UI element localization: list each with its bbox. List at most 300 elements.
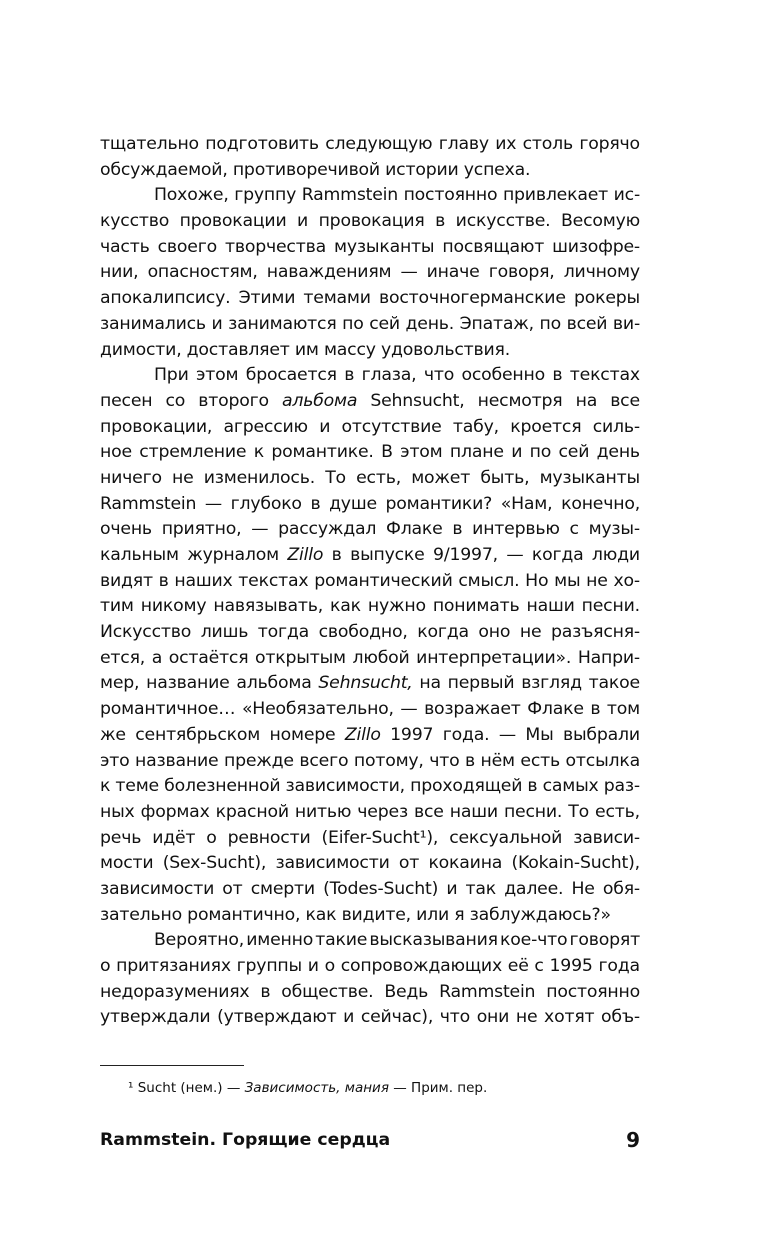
text-line — [100, 851, 640, 877]
word: болезненной — [164, 776, 281, 797]
word: творчества — [225, 236, 326, 257]
text-line — [100, 903, 640, 929]
text-line — [100, 132, 640, 158]
footnote-meaning: Зависимость, мания — [244, 1080, 389, 1096]
word: утверждали — [100, 1007, 211, 1028]
word: мер, — [100, 673, 140, 694]
word: альбома — [281, 390, 358, 411]
word: самых — [542, 776, 599, 797]
text-line — [100, 466, 640, 492]
word: о — [324, 956, 335, 976]
text-line — [100, 877, 640, 903]
word: прежде — [223, 750, 294, 771]
word: несмотря — [477, 390, 563, 411]
word: личному — [563, 262, 640, 283]
word: далее. — [504, 878, 564, 899]
word: романтический — [314, 570, 453, 591]
word: апокалипсису. — [100, 288, 231, 309]
word: потому, — [353, 750, 424, 771]
word: глаза, — [361, 365, 417, 386]
word: То — [325, 467, 346, 488]
word: зависимости — [100, 878, 215, 899]
word: глубоко — [230, 493, 302, 514]
word: и — [511, 442, 523, 463]
word: от — [398, 853, 420, 874]
word: постоянно — [403, 185, 498, 206]
word: всего — [299, 750, 349, 771]
word: а — [151, 647, 163, 668]
word: Rammstein — [439, 981, 536, 1002]
word: любой — [352, 647, 410, 668]
word: текстах — [238, 570, 309, 591]
word: главу — [438, 134, 489, 154]
text-line — [100, 517, 640, 543]
word: к — [100, 776, 111, 797]
footnote — [128, 1080, 487, 1096]
word: когда — [417, 622, 469, 643]
word: номере — [269, 724, 336, 745]
word: обя- — [602, 878, 640, 899]
text-line — [100, 1005, 640, 1031]
text-line — [100, 826, 640, 852]
text-line — [100, 415, 640, 441]
word: хо- — [613, 570, 640, 591]
text-line — [100, 492, 640, 518]
word: к — [253, 442, 264, 463]
word: подготовить — [205, 134, 319, 154]
text-line — [100, 158, 640, 184]
word: (Kokain-Sucht), — [511, 853, 640, 874]
word: и — [297, 211, 309, 232]
text-line — [100, 646, 640, 672]
word: темами — [303, 288, 371, 309]
word: видите, — [341, 904, 411, 925]
word: отсылка — [565, 750, 640, 771]
word: 1995 — [549, 956, 593, 976]
word: нии, — [100, 262, 139, 283]
word: им — [294, 339, 319, 360]
word: удовольствия. — [380, 339, 510, 360]
word: стремление — [139, 442, 247, 463]
word: провокации — [179, 211, 287, 232]
word: с — [569, 519, 579, 540]
text-line — [100, 594, 640, 620]
word: сентябрьском — [135, 724, 261, 745]
word: название — [146, 673, 230, 694]
text-line — [100, 183, 640, 209]
word: — — [204, 493, 222, 514]
word: или — [416, 904, 450, 925]
text-line — [100, 620, 640, 646]
text-line — [100, 209, 640, 235]
text-line — [100, 363, 640, 389]
text-line — [100, 286, 640, 312]
footnote-separator — [100, 1065, 244, 1066]
word: наши — [449, 801, 498, 822]
word: Rammstein — [100, 493, 197, 514]
word: шизофре- — [552, 236, 640, 257]
word: что — [423, 365, 455, 386]
body-text — [100, 132, 640, 1031]
word: журналом — [187, 545, 279, 565]
word: Sehnsucht, — [318, 673, 413, 694]
word: день — [596, 442, 640, 463]
word: зательно — [100, 904, 182, 925]
word: романтики? — [385, 493, 493, 514]
word: — — [400, 699, 418, 720]
word: говорят — [569, 930, 640, 951]
word: красной — [215, 801, 289, 822]
word: в — [452, 519, 463, 540]
word: горячо — [579, 134, 640, 154]
word: и — [446, 878, 458, 899]
word: именно — [246, 930, 314, 951]
word: 1997 — [390, 724, 434, 745]
word: музыканты — [539, 467, 640, 488]
word: сей — [558, 442, 590, 463]
word: день. — [405, 313, 455, 334]
word: тим — [100, 596, 134, 617]
word: высказывания — [369, 930, 498, 951]
word: истории — [385, 159, 459, 180]
word: свободно, — [318, 622, 408, 643]
word: — — [506, 545, 524, 565]
text-line — [100, 235, 640, 261]
word: текстах — [569, 365, 640, 386]
word: провокации, — [100, 416, 213, 437]
word: Rammstein — [301, 185, 398, 206]
word: музыканты — [334, 236, 435, 257]
word: интерпретации». — [416, 647, 572, 668]
word: отсутствие — [341, 416, 442, 437]
word: не — [519, 622, 542, 643]
word: в — [590, 699, 601, 720]
word: этом — [196, 365, 239, 386]
word: постоянно — [546, 981, 640, 1002]
word: разъясня- — [550, 622, 640, 643]
word: табу, — [452, 416, 499, 437]
word: песни. — [503, 801, 563, 822]
word: не — [515, 1007, 538, 1028]
text-line — [100, 260, 640, 286]
word: Этими — [238, 288, 296, 309]
word: быть, — [480, 467, 530, 488]
word: смысл. — [458, 570, 520, 591]
word: заблуждаюсь?» — [469, 904, 611, 925]
word: и — [319, 416, 331, 437]
word: часть — [100, 236, 150, 257]
word: (Sex-Sucht), — [162, 853, 267, 874]
word: ревности — [227, 827, 311, 848]
word: «Нам, — [500, 493, 553, 514]
word: массу — [323, 339, 376, 360]
word: все — [610, 390, 640, 411]
word: особенно — [461, 365, 545, 386]
word: — — [251, 519, 269, 540]
word: объ- — [601, 1007, 640, 1028]
word: это — [100, 750, 130, 771]
word: (Eifer-Sucht¹), — [321, 827, 439, 848]
word: плане — [449, 442, 504, 463]
word: провокация — [318, 211, 425, 232]
footnote-marker: ¹ — [128, 1080, 134, 1096]
word: в — [331, 545, 342, 565]
word: посвящают — [442, 236, 545, 257]
word: искусстве. — [455, 211, 551, 232]
text-line — [100, 671, 640, 697]
word: есть, — [356, 467, 402, 488]
word: хотят — [544, 1007, 595, 1028]
word: на — [419, 673, 441, 694]
word: сексуальной — [449, 827, 563, 848]
text-line — [100, 774, 640, 800]
page-number: 9 — [626, 1128, 640, 1152]
footnote-note: — Прим. пер. — [393, 1080, 488, 1096]
word: конечно, — [561, 493, 640, 514]
word: альбома — [236, 673, 312, 694]
word: Весомую — [560, 211, 640, 232]
word: Sehnsucht, — [370, 390, 465, 411]
word: её — [507, 956, 529, 976]
text-line — [100, 338, 640, 364]
word: что — [439, 1007, 471, 1028]
word: наши — [526, 596, 575, 617]
word: ви- — [612, 313, 640, 334]
word: этом — [400, 442, 443, 463]
word: со — [165, 390, 186, 411]
word: остаётся — [168, 647, 249, 668]
text-line — [100, 312, 640, 338]
word: противоречивой — [232, 159, 380, 180]
word: сей — [369, 313, 400, 334]
word: занимаются — [228, 313, 337, 334]
word: кусство — [100, 211, 170, 232]
word: кое-что — [500, 930, 568, 951]
word: привлекает — [502, 185, 609, 206]
word: группы — [236, 956, 302, 976]
word: группу — [234, 185, 297, 206]
word: по — [539, 313, 562, 334]
word: в — [158, 570, 169, 591]
word: обществе. — [281, 981, 374, 1002]
word: Напри- — [577, 647, 640, 668]
word: следующую — [325, 134, 433, 154]
word: их — [495, 134, 517, 154]
word: я — [454, 904, 465, 925]
word: столь — [522, 134, 573, 154]
word: том — [606, 699, 640, 720]
word: нитью — [294, 801, 352, 822]
word: по — [529, 442, 552, 463]
word: же — [100, 724, 126, 745]
word: в — [465, 750, 476, 771]
word: когда — [531, 545, 584, 565]
word: В — [381, 442, 393, 463]
word: ных — [100, 801, 135, 822]
word: зависи- — [573, 827, 640, 848]
word: романтичное… — [100, 699, 236, 720]
word: никому — [140, 596, 207, 617]
word: нужно — [367, 596, 426, 617]
word: занимались — [100, 313, 206, 334]
text-line — [100, 569, 640, 595]
word: первый — [447, 673, 515, 694]
word: как — [329, 596, 361, 617]
word: романтично, — [187, 904, 301, 925]
word: в — [260, 981, 271, 1002]
word: При — [154, 365, 189, 386]
word: Мы — [525, 724, 554, 745]
word: Но — [525, 570, 549, 591]
word: такое — [588, 673, 640, 694]
word: в — [527, 776, 538, 797]
word: приятно, — [161, 519, 242, 540]
word: интервью — [472, 519, 560, 540]
word: через — [357, 801, 408, 822]
word: в — [552, 365, 563, 386]
word: формах — [140, 801, 210, 822]
word: навязывать, — [213, 596, 323, 617]
word: Zillo — [287, 545, 324, 565]
word: сейчас), — [360, 1007, 434, 1028]
footnote-term: Sucht (нем.) — — [137, 1080, 241, 1096]
word: на — [575, 390, 598, 411]
word: ется, — [100, 647, 146, 668]
word: второго — [198, 390, 269, 411]
text-line — [100, 954, 640, 980]
word: своего — [157, 236, 217, 257]
word: взгляд — [521, 673, 582, 694]
word: в — [344, 365, 355, 386]
word: романтике. — [271, 442, 374, 463]
text-line — [100, 928, 640, 954]
word: не — [172, 467, 194, 488]
word: кокаина — [428, 853, 503, 874]
word: наваждениям — [266, 262, 392, 283]
word: выбрали — [562, 724, 640, 745]
word: года — [598, 956, 640, 976]
word: и — [307, 956, 319, 976]
word: о — [206, 827, 217, 848]
word: нём — [480, 750, 515, 771]
text-line — [100, 800, 640, 826]
word: мы — [554, 570, 581, 591]
word: кальным — [100, 545, 179, 565]
word: теме — [115, 776, 159, 797]
word: все — [413, 801, 444, 822]
word: иначе — [426, 262, 480, 283]
word: Zillo — [344, 724, 381, 745]
word: в — [310, 493, 321, 514]
word: понимать — [432, 596, 520, 617]
word: говоря, — [488, 262, 555, 283]
word: Флаке — [527, 699, 584, 720]
word: как — [305, 904, 337, 925]
word: успеха. — [463, 159, 531, 180]
word: тщательно — [100, 134, 199, 154]
word: песен — [100, 390, 153, 411]
word: смерти — [250, 878, 315, 899]
word: года. — [442, 724, 490, 745]
word: есть — [520, 750, 561, 771]
word: «Необязательно, — [241, 699, 394, 720]
word: песни. — [581, 596, 640, 617]
text-line — [100, 980, 640, 1006]
word: Эпатаж, — [459, 313, 534, 334]
word: проходящей — [410, 776, 523, 797]
word: сопровождающих — [340, 956, 502, 976]
word: зависимости, — [285, 776, 405, 797]
word: и — [211, 313, 223, 334]
word: о — [100, 956, 111, 976]
word: опасностям, — [147, 262, 258, 283]
word: всей — [566, 313, 608, 334]
word: что — [429, 750, 460, 771]
text-line — [100, 543, 640, 569]
word: — — [400, 262, 418, 283]
word: есть, — [595, 801, 640, 822]
word: бросается — [245, 365, 337, 386]
word: идёт — [152, 827, 196, 848]
word: и — [343, 1007, 355, 1028]
text-line — [100, 440, 640, 466]
word: от — [222, 878, 243, 899]
word: Флаке — [386, 519, 443, 540]
word: тогда — [257, 622, 310, 643]
word: Вероятно, — [154, 930, 245, 951]
text-line — [100, 723, 640, 749]
word: Ведь — [384, 981, 429, 1002]
word: изменилось. — [203, 467, 315, 488]
word: — — [498, 724, 516, 745]
word: открытым — [255, 647, 346, 668]
word: лишь — [200, 622, 249, 643]
word: наших — [174, 570, 233, 591]
text-line — [100, 389, 640, 415]
word: душе — [329, 493, 377, 514]
word: с — [534, 956, 544, 976]
word: люди — [591, 545, 640, 565]
word: раз- — [603, 776, 640, 797]
word: Не — [571, 878, 595, 899]
word: Искусство — [100, 622, 192, 643]
word: не — [586, 570, 608, 591]
word: обсуждаемой, — [100, 159, 228, 180]
word: ис- — [613, 185, 640, 206]
text-line — [100, 697, 640, 723]
word: по — [342, 313, 364, 334]
word: возражает — [424, 699, 521, 720]
word: димости, — [100, 339, 182, 360]
word: притязаниях — [116, 956, 231, 976]
word: восточногерманские — [378, 288, 566, 309]
word: они — [476, 1007, 510, 1028]
word: (утверждают — [217, 1007, 337, 1028]
word: речь — [100, 827, 142, 848]
word: оно — [478, 622, 511, 643]
word: видят — [100, 570, 153, 591]
word: в — [435, 211, 446, 232]
word: очень — [100, 519, 152, 540]
word: Похоже, — [154, 185, 229, 206]
word: музы- — [588, 519, 640, 540]
word: агрессию — [223, 416, 308, 437]
word: силь- — [592, 416, 640, 437]
word: (Todes-Sucht) — [323, 878, 439, 899]
text-line — [100, 749, 640, 775]
word: ничего — [100, 467, 162, 488]
word: доставляет — [186, 339, 290, 360]
